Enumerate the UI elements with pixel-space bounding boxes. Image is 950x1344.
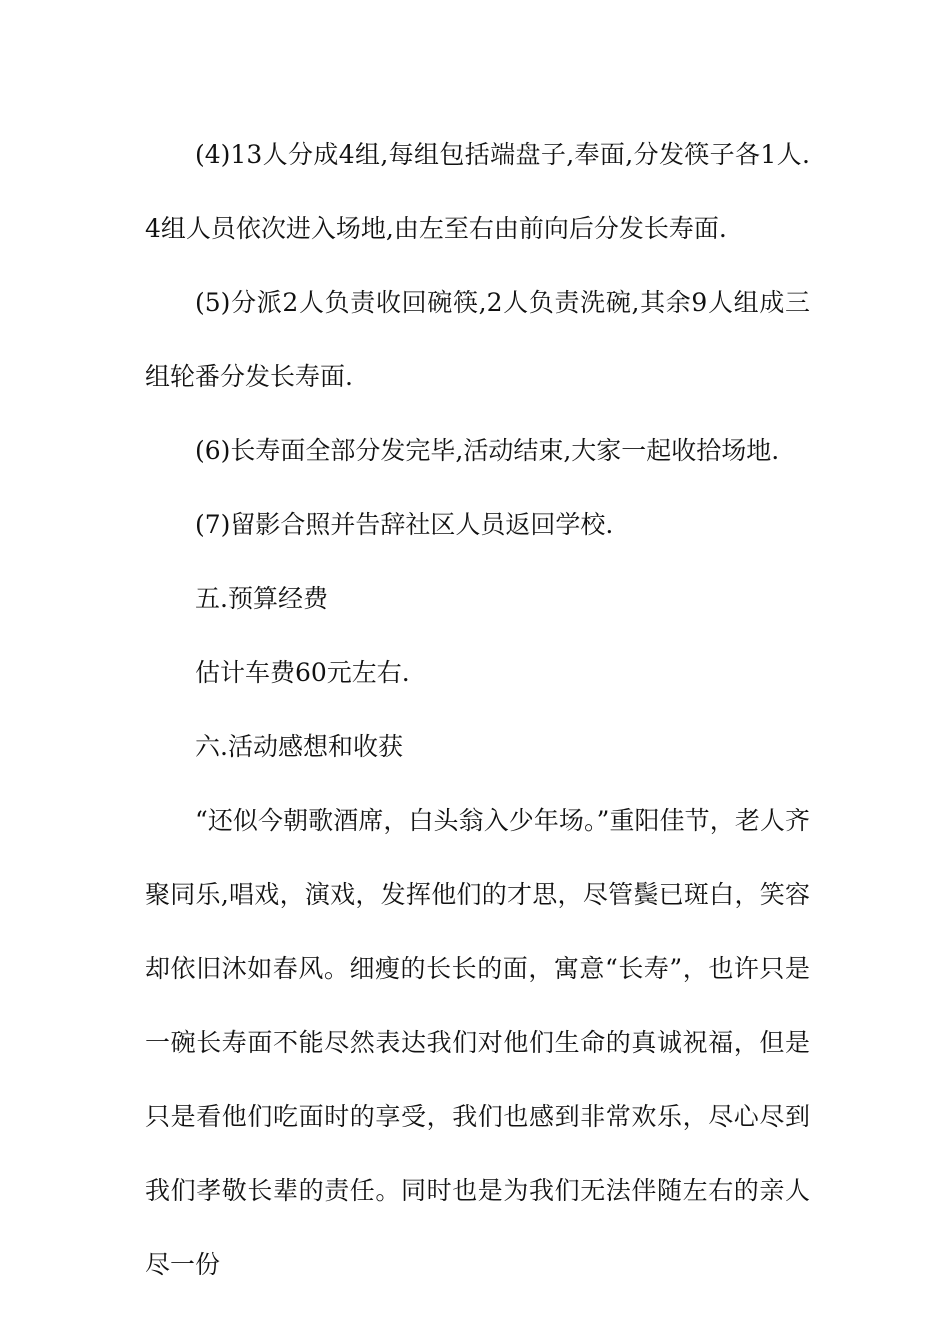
section-heading-reflection: 六.活动感想和收获 xyxy=(195,732,403,761)
paragraph-step-4: (4)13人分成4组,每组包括端盘子,奉面,分发筷子各1人.4组人员依次进入场地,由左至右由前向后分发长寿面. xyxy=(145,140,810,243)
document-body xyxy=(145,118,810,1302)
paragraph-step-5: (5)分派2人负责收回碗筷,2人负责洗碗,其余9人组成三组轮番分发长寿面. xyxy=(145,288,810,391)
paragraph-step-7: (7)留影合照并告辞社区人员返回学校. xyxy=(195,510,614,539)
section-heading-budget: 五.预算经费 xyxy=(195,584,328,613)
paragraph-step-6: (6)长寿面全部分发完毕,活动结束,大家一起收拾场地. xyxy=(195,436,780,465)
paragraph-reflection: “还似今朝歌酒席，白头翁入少年场。”重阳佳节，老人齐聚同乐,唱戏，演戏，发挥他们的才思，尽管鬓已斑白，笑容却依旧沐如春风。细瘦的长长的面，寓意“长寿”，也许只是一碗长寿面不能尽然表达我们对他们生命的真诚祝福，但是只是看他们吃面时的享受，我们也感到非常欢乐，尽心尽到我们孝敬长辈的责任。同时也是为我们无法伴随左右的亲人尽一份 xyxy=(145,806,810,1279)
paragraph-budget: 估计车费60元左右. xyxy=(195,658,410,687)
